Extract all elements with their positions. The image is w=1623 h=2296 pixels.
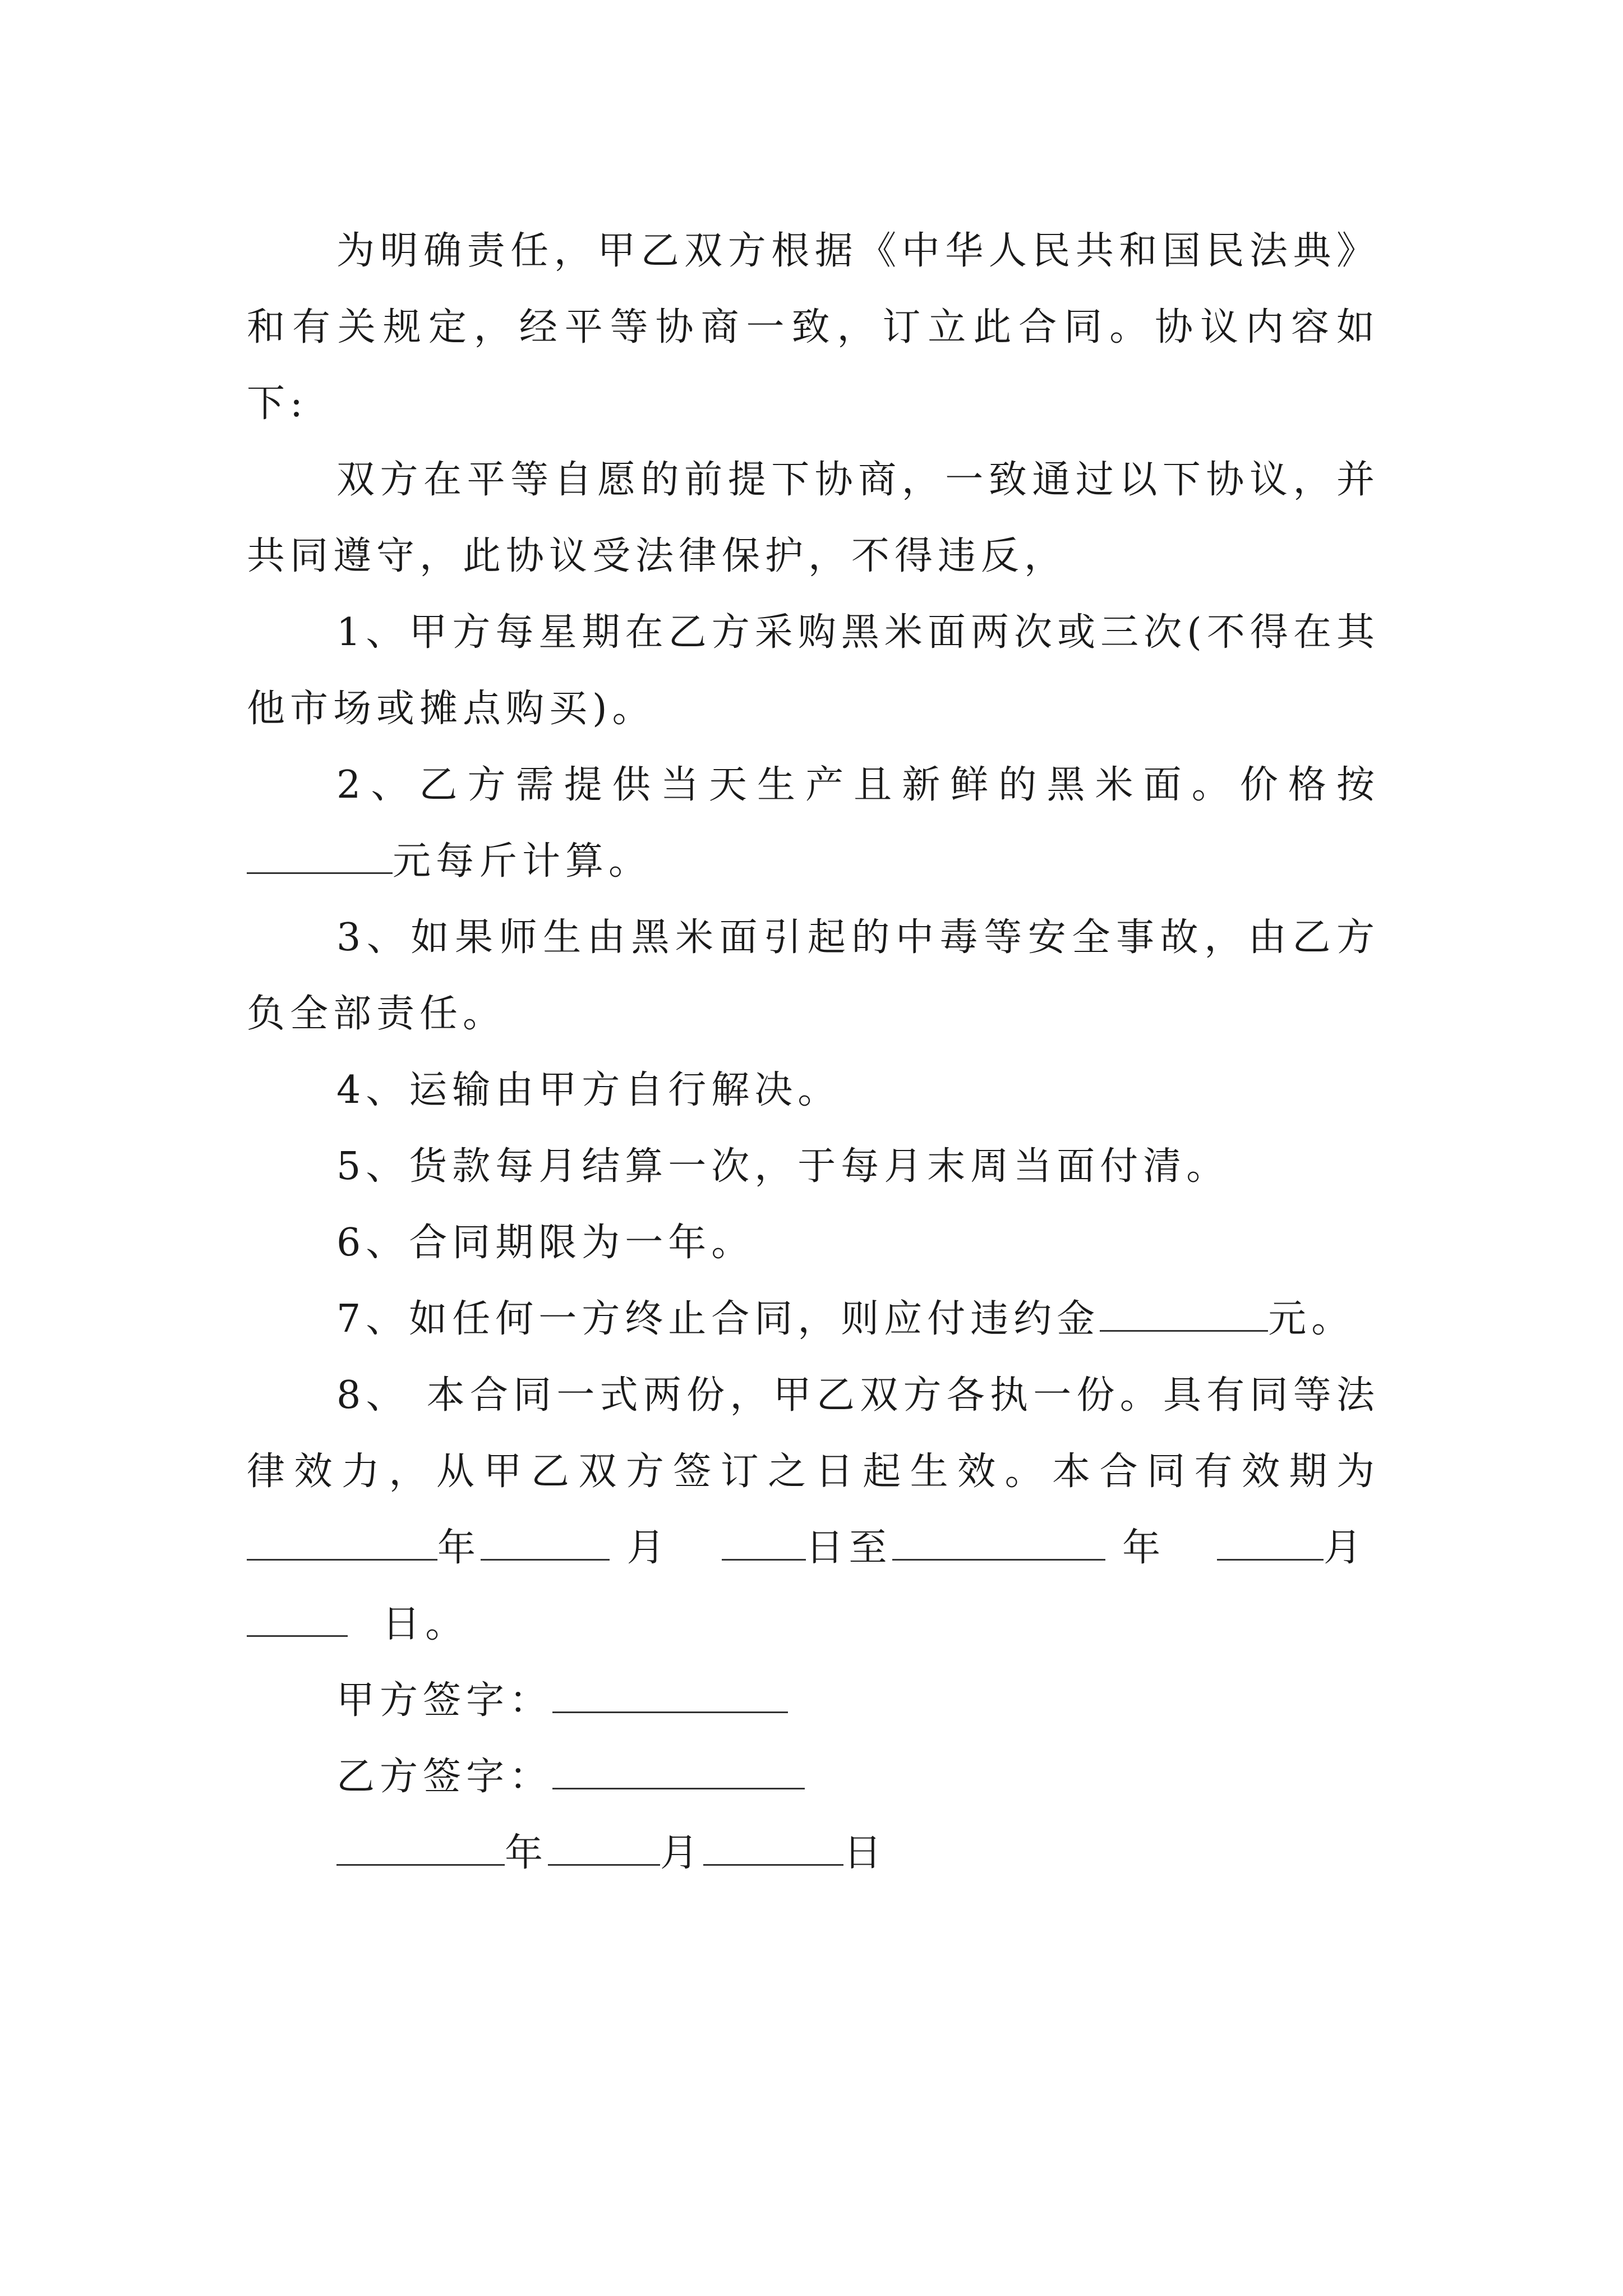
- clause-1: 1、甲方每星期在乙方采购黑米面两次或三次(不得在其他市场或摊点购买)。: [247, 610, 1380, 731]
- signing-date: [247, 1815, 1380, 1892]
- party-a-signature: [247, 1663, 1380, 1739]
- end-month-blank: [1217, 1514, 1324, 1561]
- penalty-blank: [1100, 1285, 1268, 1332]
- clause-3: 3、如果师生由黑米面引起的中毒等安全事故，由乙方负全部责任。: [247, 915, 1380, 1036]
- start-day-blank: [722, 1514, 806, 1561]
- clause-8-text: 8、 本合同一式两份，甲乙双方各执一份。具有同等法律效力，从甲乙双方签订之日起生效。本合同有效期为: [247, 1373, 1380, 1494]
- clause-8: [247, 1358, 1380, 1663]
- party-b-signature-blank: [552, 1743, 805, 1789]
- start-year-label: 年: [437, 1526, 481, 1570]
- start-year-blank: [247, 1514, 437, 1561]
- sign-year-label: 年: [505, 1831, 548, 1875]
- party-b-signature: [247, 1739, 1380, 1815]
- clause-7-tail: 元。: [1268, 1297, 1355, 1341]
- clause-7: [247, 1281, 1380, 1358]
- intro-paragraph: 为明确责任，甲乙双方根据《中华人民共和国民法典》和有关规定，经平等协商一致，订立此合同。协议内容如下:: [247, 229, 1380, 426]
- clause-6: 6、合同期限为一年。: [336, 1221, 755, 1265]
- clause-5: 5、货款每月结算一次，于每月末周当面付清。: [336, 1144, 1230, 1189]
- clause-4: 4、运输由甲方自行解决。: [336, 1068, 841, 1112]
- clause-2-tail: 元每斤计算。: [393, 839, 652, 884]
- party-a-label: 甲方签字：: [336, 1678, 553, 1723]
- sign-year-blank: [336, 1819, 505, 1866]
- contract-document: [247, 213, 1380, 1892]
- party-b-label: 乙方签字：: [336, 1755, 553, 1799]
- end-year-blank: [892, 1514, 1105, 1561]
- start-day-label: 日至: [805, 1526, 892, 1570]
- party-a-signature-blank: [552, 1667, 788, 1713]
- price-blank: [247, 827, 393, 874]
- sign-day-label: 日: [843, 1831, 887, 1875]
- sign-month-blank: [548, 1819, 660, 1866]
- preamble-paragraph: 双方在平等自愿的前提下协商，一致通过以下协议，并共同遵守，此协议受法律保护，不得违反，: [247, 458, 1380, 578]
- sign-month-label: 月: [660, 1831, 704, 1875]
- end-day-label: 日。: [382, 1602, 469, 1646]
- end-year-label: 年: [1122, 1526, 1166, 1570]
- clause-2-text: 2、乙方需提供当天生产且新鲜的黑米面。价格按: [336, 763, 1380, 807]
- clause-2: [247, 747, 1380, 900]
- start-month-blank: [481, 1514, 610, 1561]
- sign-day-blank: [703, 1819, 843, 1866]
- clause-7-text: 7、如任何一方终止合同，则应付违约金: [336, 1297, 1100, 1341]
- end-day-blank: [247, 1590, 348, 1637]
- end-month-label: 月: [1324, 1526, 1367, 1570]
- start-month-label: 月: [626, 1526, 670, 1570]
